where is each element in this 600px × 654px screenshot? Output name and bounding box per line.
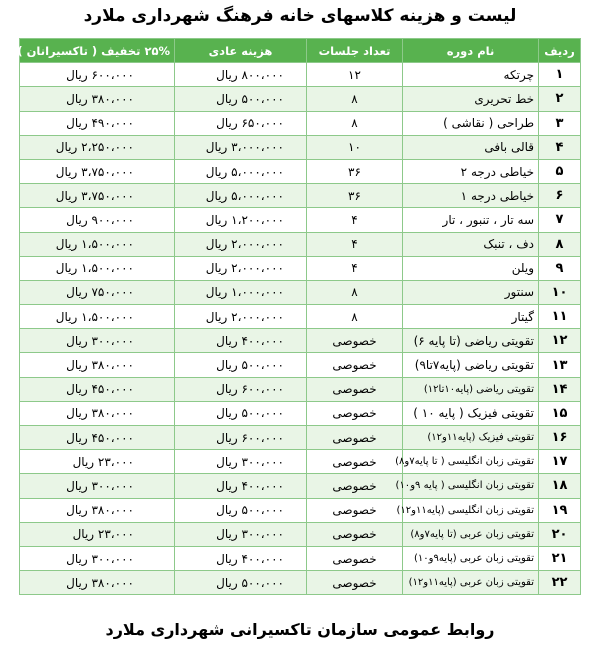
session-count: ۱۰ (307, 135, 403, 159)
table-row (20, 256, 581, 280)
course-name: خط تحریری (403, 87, 539, 111)
regular-price: ۵۰۰،۰۰۰ ریال (175, 87, 307, 111)
table-header-row (20, 39, 581, 63)
table-row (20, 426, 581, 450)
table-row (20, 63, 581, 87)
session-count: ۳۶ (307, 184, 403, 208)
discount-price: ۷۵۰،۰۰۰ ریال (20, 280, 175, 304)
session-count: ۱۲ (307, 63, 403, 87)
table-row (20, 353, 581, 377)
course-name: سنتور (403, 280, 539, 304)
course-name: تقویتی زبان انگلیسی ( تا پایه۷و۸) (403, 450, 539, 474)
discount-price: ۱،۵۰۰،۰۰۰ ریال (20, 305, 175, 329)
discount-price: ۴۵۰،۰۰۰ ریال (20, 426, 175, 450)
regular-price: ۶۵۰،۰۰۰ ریال (175, 111, 307, 135)
session-count: خصوصی (307, 377, 403, 401)
discount-price: ۳۸۰،۰۰۰ ریال (20, 353, 175, 377)
regular-price: ۸۰۰،۰۰۰ ریال (175, 63, 307, 87)
regular-price: ۳۰۰،۰۰۰ ریال (175, 522, 307, 546)
discount-price: ۳،۷۵۰،۰۰۰ ریال (20, 184, 175, 208)
course-name: تقویتی ریاضی (پایه۱۰تا۱۲) (403, 377, 539, 401)
row-number: ۱۱ (539, 305, 581, 329)
regular-price: ۳۰۰،۰۰۰ ریال (175, 450, 307, 474)
table-row (20, 401, 581, 425)
regular-price: ۳،۰۰۰،۰۰۰ ریال (175, 135, 307, 159)
row-number: ۹ (539, 256, 581, 280)
row-number: ۱۴ (539, 377, 581, 401)
table-row (20, 377, 581, 401)
regular-price: ۵۰۰،۰۰۰ ریال (175, 353, 307, 377)
row-number: ۱۶ (539, 426, 581, 450)
course-name: تقویتی زبان انگلیسی ( پایه ۹و۱۰) (403, 474, 539, 498)
table-row (20, 474, 581, 498)
row-number: ۶ (539, 184, 581, 208)
row-number: ۱۵ (539, 401, 581, 425)
discount-price: ۲۳،۰۰۰ ریال (20, 522, 175, 546)
regular-price: ۵۰۰،۰۰۰ ریال (175, 498, 307, 522)
session-count: خصوصی (307, 426, 403, 450)
regular-price: ۶۰۰،۰۰۰ ریال (175, 377, 307, 401)
discount-price: ۴۵۰،۰۰۰ ریال (20, 377, 175, 401)
row-number: ۵ (539, 159, 581, 183)
course-name: تقویتی زبان انگلیسی (پایه۱۱و۱۲) (403, 498, 539, 522)
course-name: سه تار ، تنبور ، تار (403, 208, 539, 232)
table-row (20, 135, 581, 159)
session-count: خصوصی (307, 353, 403, 377)
table-row (20, 232, 581, 256)
table-row (20, 280, 581, 304)
discount-price: ۲،۲۵۰،۰۰۰ ریال (20, 135, 175, 159)
row-number: ۱۸ (539, 474, 581, 498)
course-name: چرتکه (403, 63, 539, 87)
discount-price: ۲۳،۰۰۰ ریال (20, 450, 175, 474)
session-count: ۴ (307, 256, 403, 280)
discount-price: ۳۸۰،۰۰۰ ریال (20, 87, 175, 111)
course-name: تقویتی فیزیک (پایه۱۱و۱۲) (403, 426, 539, 450)
session-count: ۸ (307, 305, 403, 329)
course-name: خیاطی درجه ۲ (403, 159, 539, 183)
course-name: تقویتی زبان عربی (تا پایه۷و۸) (403, 522, 539, 546)
table-row (20, 450, 581, 474)
session-count: ۸ (307, 280, 403, 304)
footer-credit: روابط عمومی سازمان تاکسیرانی شهرداری ملارد (105, 620, 495, 639)
discount-price: ۳۰۰،۰۰۰ ریال (20, 329, 175, 353)
header-sessions: تعداد جلسات (307, 39, 403, 63)
row-number: ۱ (539, 63, 581, 87)
session-count: ۴ (307, 232, 403, 256)
course-name: ویلن (403, 256, 539, 280)
row-number: ۱۹ (539, 498, 581, 522)
session-count: خصوصی (307, 474, 403, 498)
session-count: خصوصی (307, 450, 403, 474)
row-number: ۲۱ (539, 546, 581, 570)
session-count: خصوصی (307, 401, 403, 425)
discount-price: ۳،۷۵۰،۰۰۰ ریال (20, 159, 175, 183)
discount-price: ۱،۵۰۰،۰۰۰ ریال (20, 256, 175, 280)
course-name: خیاطی درجه ۱ (403, 184, 539, 208)
session-count: خصوصی (307, 329, 403, 353)
regular-price: ۴۰۰،۰۰۰ ریال (175, 546, 307, 570)
course-name: دف ، تنبک (403, 232, 539, 256)
course-name: تقویتی زبان عربی (پایه۱۱و۱۲) (403, 571, 539, 595)
course-name: تقویتی ریاضی (پایه۷تا۹) (403, 353, 539, 377)
course-name: تقویتی ریاضی (تا پایه ۶) (403, 329, 539, 353)
regular-price: ۵،۰۰۰،۰۰۰ ریال (175, 159, 307, 183)
session-count: خصوصی (307, 498, 403, 522)
regular-price: ۵۰۰،۰۰۰ ریال (175, 401, 307, 425)
course-name: تقویتی فیزیک ( پایه ۱۰ ) (403, 401, 539, 425)
regular-price: ۱،۲۰۰،۰۰۰ ریال (175, 208, 307, 232)
session-count: خصوصی (307, 571, 403, 595)
session-count: ۸ (307, 87, 403, 111)
session-count: خصوصی (307, 522, 403, 546)
course-name: طراحی ( نقاشی ) (403, 111, 539, 135)
session-count: خصوصی (307, 546, 403, 570)
discount-price: ۶۰۰،۰۰۰ ریال (20, 63, 175, 87)
discount-price: ۳۰۰،۰۰۰ ریال (20, 546, 175, 570)
discount-price: ۱،۵۰۰،۰۰۰ ریال (20, 232, 175, 256)
classes-table (19, 38, 581, 595)
row-number: ۲ (539, 87, 581, 111)
regular-price: ۵۰۰،۰۰۰ ریال (175, 571, 307, 595)
discount-price: ۳۸۰،۰۰۰ ریال (20, 401, 175, 425)
table-row (20, 522, 581, 546)
header-course-name: نام دوره (403, 39, 539, 63)
regular-price: ۲،۰۰۰،۰۰۰ ریال (175, 305, 307, 329)
session-count: ۳۶ (307, 159, 403, 183)
table-row (20, 87, 581, 111)
row-number: ۴ (539, 135, 581, 159)
table-row (20, 305, 581, 329)
table-row (20, 571, 581, 595)
regular-price: ۵،۰۰۰،۰۰۰ ریال (175, 184, 307, 208)
session-count: ۴ (307, 208, 403, 232)
header-row-number: ردیف (539, 39, 581, 63)
regular-price: ۱،۰۰۰،۰۰۰ ریال (175, 280, 307, 304)
table-row (20, 208, 581, 232)
regular-price: ۴۰۰،۰۰۰ ریال (175, 474, 307, 498)
regular-price: ۲،۰۰۰،۰۰۰ ریال (175, 232, 307, 256)
course-name: قالی بافی (403, 135, 539, 159)
row-number: ۷ (539, 208, 581, 232)
course-name: گیتار (403, 305, 539, 329)
header-regular-price: هزینه عادی (175, 39, 307, 63)
discount-price: ۳۸۰،۰۰۰ ریال (20, 571, 175, 595)
discount-price: ۳۸۰،۰۰۰ ریال (20, 498, 175, 522)
discount-price: ۳۰۰،۰۰۰ ریال (20, 474, 175, 498)
table-row (20, 546, 581, 570)
regular-price: ۲،۰۰۰،۰۰۰ ریال (175, 256, 307, 280)
document-title: لیست و هزینه کلاسهای خانه فرهنگ شهرداری ملارد (83, 6, 517, 26)
row-number: ۱۷ (539, 450, 581, 474)
row-number: ۲۰ (539, 522, 581, 546)
row-number: ۲۲ (539, 571, 581, 595)
course-name: تقویتی زبان عربی (پایه۹و۱۰) (403, 546, 539, 570)
session-count: ۸ (307, 111, 403, 135)
row-number: ۱۳ (539, 353, 581, 377)
table-row (20, 329, 581, 353)
table-body (20, 63, 581, 595)
regular-price: ۴۰۰،۰۰۰ ریال (175, 329, 307, 353)
table-row (20, 159, 581, 183)
header-discount-price: ۲۵% تخفیف ( تاکسیرانان ) (20, 39, 175, 63)
discount-price: ۹۰۰،۰۰۰ ریال (20, 208, 175, 232)
row-number: ۳ (539, 111, 581, 135)
row-number: ۱۰ (539, 280, 581, 304)
discount-price: ۴۹۰،۰۰۰ ریال (20, 111, 175, 135)
table-row (20, 184, 581, 208)
table-row (20, 498, 581, 522)
row-number: ۱۲ (539, 329, 581, 353)
row-number: ۸ (539, 232, 581, 256)
table-row (20, 111, 581, 135)
regular-price: ۶۰۰،۰۰۰ ریال (175, 426, 307, 450)
